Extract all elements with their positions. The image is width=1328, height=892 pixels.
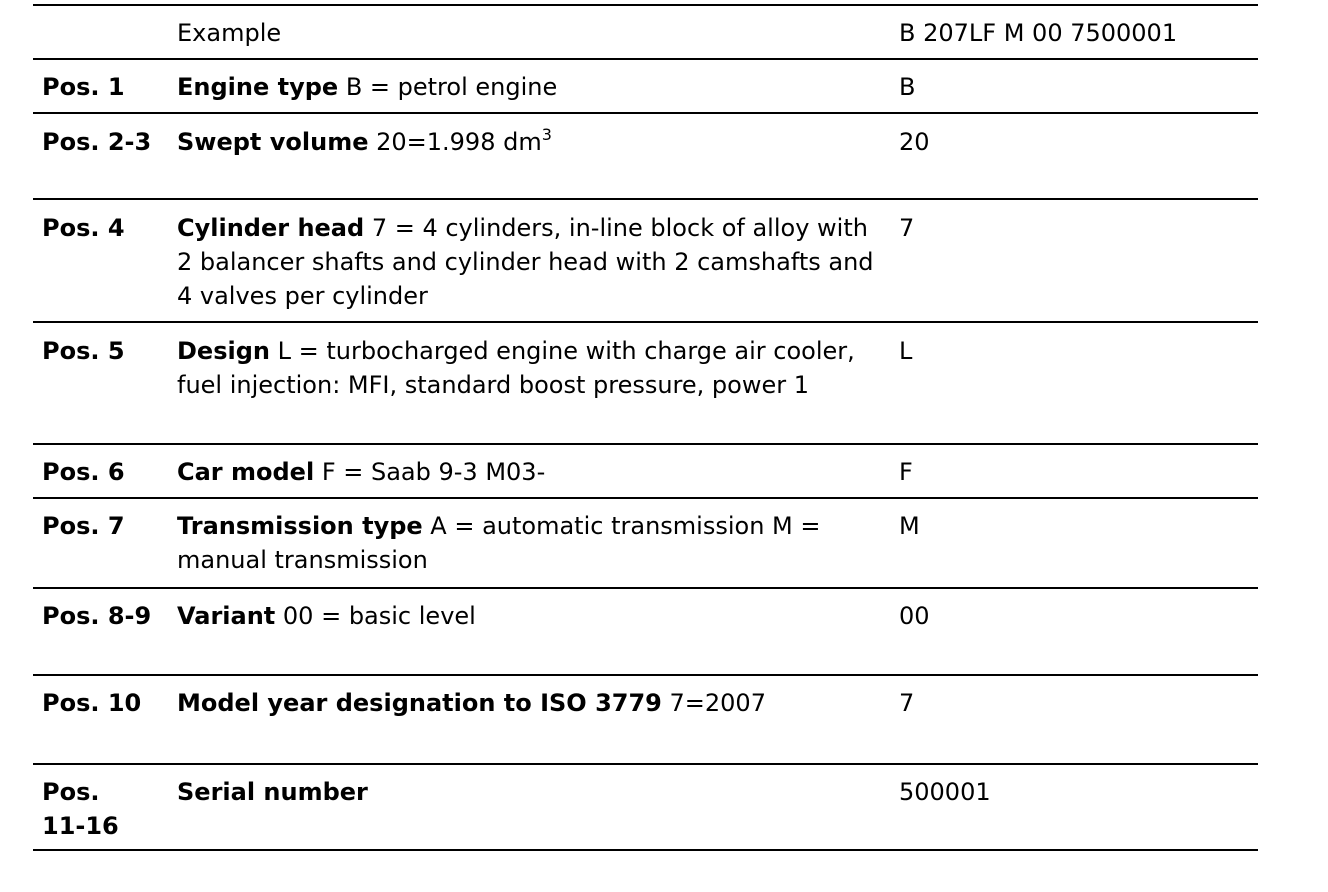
pos-cell <box>33 444 177 498</box>
value-text: 7 <box>899 689 915 717</box>
value-cell <box>899 113 1258 199</box>
description-cell <box>177 444 899 498</box>
value-text: F <box>899 458 913 486</box>
value-text: 7 <box>899 214 915 242</box>
pos-label: Pos. 5 <box>42 337 125 365</box>
pos-cell <box>33 199 177 322</box>
term-label: Model year designation to ISO 3779 <box>177 689 662 717</box>
value-cell <box>899 764 1258 850</box>
pos-cell <box>33 59 177 113</box>
term-label: Car model <box>177 458 315 486</box>
description-text: F = Saab 9-3 M03- <box>314 458 546 486</box>
pos-label: Pos. 8-9 <box>42 602 152 630</box>
table-row <box>33 675 1258 764</box>
term-label: Transmission type <box>177 512 423 540</box>
table-row <box>33 764 1258 850</box>
value-cell <box>899 675 1258 764</box>
description-text: 00 = basic level <box>275 602 476 630</box>
description-cell <box>177 199 899 322</box>
value-cell <box>899 588 1258 675</box>
description-text: L = turbocharged engine with charge air cooler, fuel injection: MFI, standard boost pressure, power 1 <box>177 337 855 399</box>
value-cell <box>899 199 1258 322</box>
term-label: Design <box>177 337 270 365</box>
pos-label: Pos. 10 <box>42 689 142 717</box>
header-value-cell <box>899 5 1258 59</box>
table-row <box>33 588 1258 675</box>
header-value: B 207LF M 00 7500001 <box>899 19 1178 47</box>
value-cell <box>899 322 1258 444</box>
value-text: L <box>899 337 913 365</box>
pos-label: Pos. 7 <box>42 512 125 540</box>
pos-cell <box>33 322 177 444</box>
header-description-cell <box>177 5 899 59</box>
term-label: Swept volume <box>177 128 369 156</box>
value-text: 00 <box>899 602 930 630</box>
table-row <box>33 199 1258 322</box>
description-cell <box>177 675 899 764</box>
pos-label: Pos. 6 <box>42 458 125 486</box>
table-row <box>33 444 1258 498</box>
table-row <box>33 322 1258 444</box>
description-text: 7=2007 <box>661 689 766 717</box>
value-cell <box>899 59 1258 113</box>
header-pos <box>42 6 177 16</box>
value-text: 500001 <box>899 778 991 806</box>
description-text: A = automatic transmission M = manual transmission <box>177 512 821 574</box>
description-cell <box>177 59 899 113</box>
pos-label: Pos. 11-16 <box>42 778 119 840</box>
table-row <box>33 113 1258 199</box>
pos-label: Pos. 1 <box>42 73 125 101</box>
description-text: 20=1.998 dm <box>368 128 542 156</box>
description-cell <box>177 113 899 199</box>
value-cell <box>899 444 1258 498</box>
header-description: Example <box>177 19 282 47</box>
value-text: 20 <box>899 128 930 156</box>
value-text: M <box>899 512 920 540</box>
pos-label: Pos. 2-3 <box>42 128 152 156</box>
pos-cell <box>33 113 177 199</box>
pos-cell <box>33 498 177 588</box>
description-text: B = petrol engine <box>338 73 558 101</box>
engine-code-table <box>33 4 1258 851</box>
value-text: B <box>899 73 916 101</box>
superscript-text: 3 <box>541 125 552 144</box>
term-label: Variant <box>177 602 276 630</box>
table-row <box>33 498 1258 588</box>
description-cell <box>177 498 899 588</box>
table-row <box>33 59 1258 113</box>
table-header-row <box>33 5 1258 59</box>
description-cell <box>177 322 899 444</box>
term-label: Cylinder head <box>177 214 365 242</box>
term-label: Serial number <box>177 778 368 806</box>
pos-label: Pos. 4 <box>42 214 125 242</box>
term-label: Engine type <box>177 73 339 101</box>
value-cell <box>899 498 1258 588</box>
header-pos-cell <box>33 5 177 59</box>
description-cell <box>177 764 899 850</box>
pos-cell <box>33 675 177 764</box>
pos-cell <box>33 588 177 675</box>
description-cell <box>177 588 899 675</box>
description-text: 7 = 4 cylinders, in-line block of alloy with 2 balancer shafts and cylinder head with 2 camshafts and 4 valves per cylinder <box>177 214 874 310</box>
pos-cell <box>33 764 177 850</box>
